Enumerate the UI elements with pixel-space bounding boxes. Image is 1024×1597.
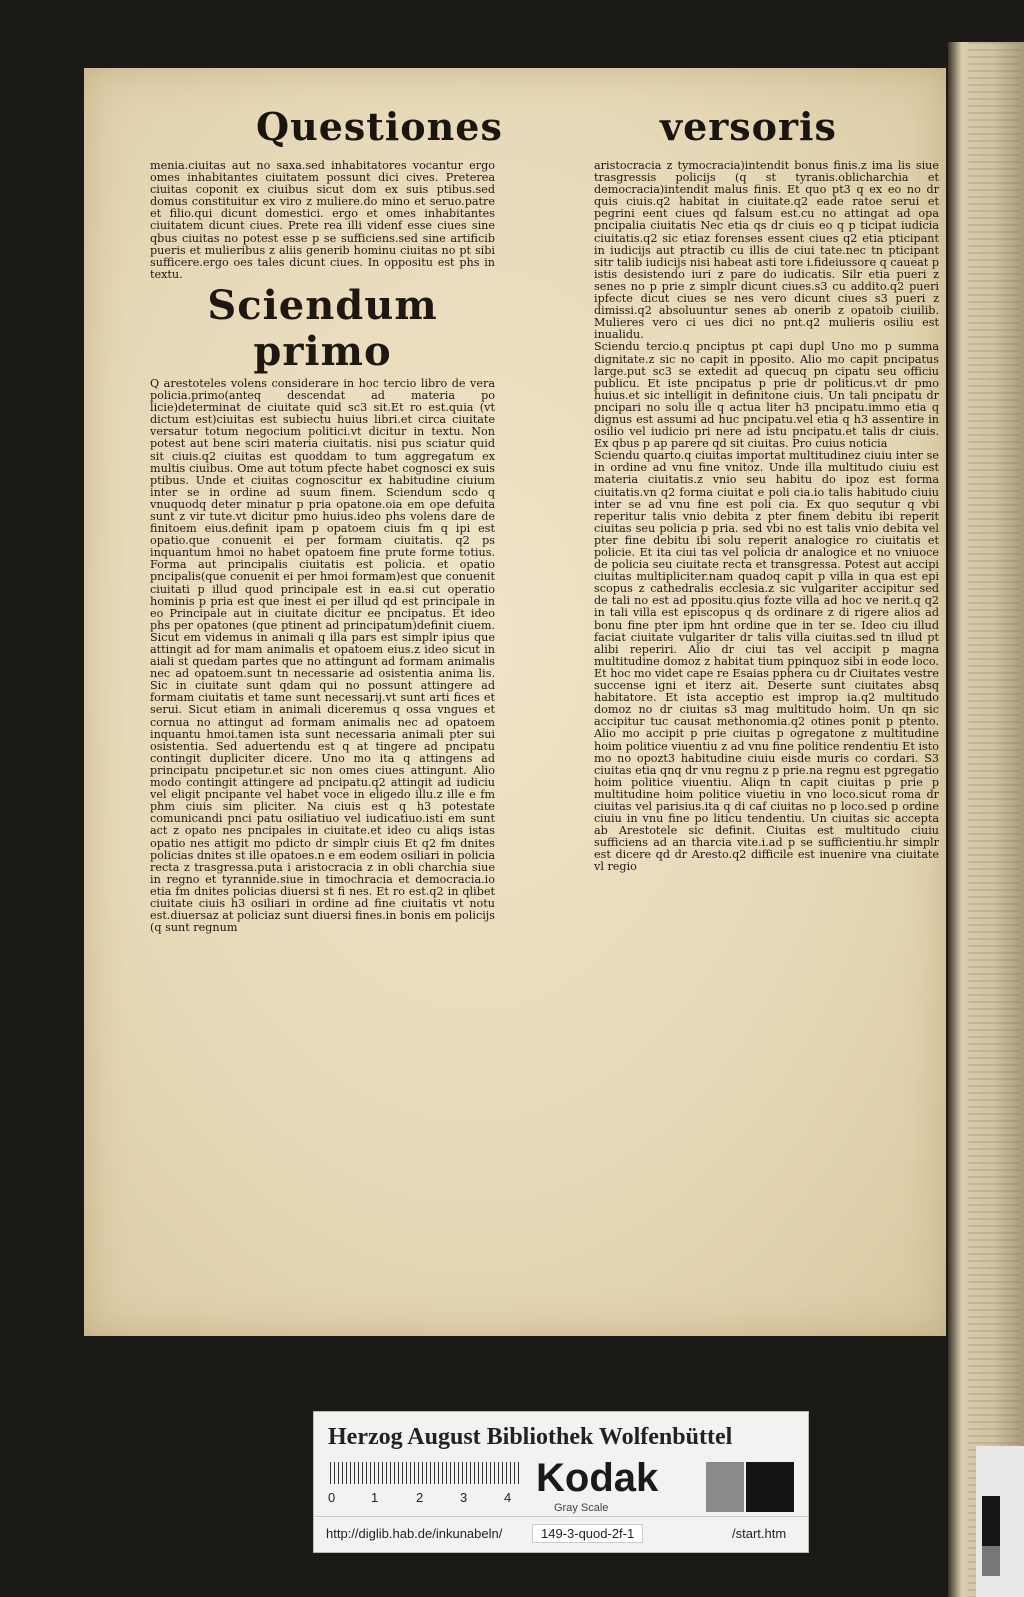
running-head-left: Questiones — [256, 104, 503, 149]
section-heading: Sciendum primo — [207, 281, 438, 375]
start-path: /start.htm — [732, 1526, 787, 1541]
url-row — [314, 1516, 808, 1547]
ruler-numbers — [328, 1490, 528, 1506]
gray-band — [982, 1546, 1000, 1576]
shelfmark-code: 149-3-quod-2f-1 — [532, 1524, 643, 1543]
edge-color-target — [976, 1446, 1024, 1597]
right-paragraph-2: Sciendu tercio.q pnciptus pt capi dupl Uno mo p summa dignitate.z sic no capit in pposito. Alio mo capit pncipatus large.put sc3 se extedit ad quecuq pn cipatu seu officiu publicu. Et iste pncipatus p prie dr politicus.vt dr pmo huius.et sic intelligit in definitone ciuis. Un tali pncipatu dr pncipari no solu ille q actua liter h3 pncipatu.immo etia q dignus est assumi ad huc pncipatu.vel etia q h3 assentire in osilio vel iudicio pri nere ad istu pncipatu.et talis dr ciuis. Ex qbus p ap parere qd sit ciuitas. Pro cuius noticia — [594, 340, 939, 451]
ruler-number: 4 — [504, 1490, 512, 1505]
right-paragraph-1: aristocracia z tymocracia)intendit bonus finis.z ima lis siue trasgressis policijs (q st tyranis.oblicharchia et democracia)intendit malus finis. Et quo pt3 q ex eo no dr quis ciuis.q2 habitat in ciuitate.q2 eade ratoe serui et pegrini eent ciues qd falsum est.cu no attingat ad opa pncipalia ciuitatis Nec etia qs dr ciuis eo q p ticipat iudicia ciuitatis.q2 sic etiaz forenses essent ciues q2 etia pticipant in iudicijs aut ptractib cu illis de ciui tate.nec tn pticipant sitr talib iudicijs nisi habeat asti tore i.fideiussore q caueat p istis desistendo iuri z pare do iudicatis. Silr etia pueri z senes no p prie z simplr dicunt ciues.s3 cu addito.q2 pueri ipfecte dicut ciues se nes vero dicunt ciues s3 pueri z dimissi.q2 absoluuntur senes ab onerib z opatoib ciuilib. Mulieres vero ci ues dici no pnt.q2 mulieris osiliu est inualidu. — [594, 160, 939, 342]
left-paragraph-2: Q arestoteles volens considerare in hoc tercio libro de vera policia.primo(anteq descendat ad materia po licie)determinat de ciuitate quid sc3 sit.Et ro est.quia (vt dictum est)ciuitas est subiectu huius libri.et circa ciuitate versatur totum negocium politici.vt dicitur in textu. Non potest aut bene sciri materia ciuitatis. nisi pus sciatur quid sit ciuis.q2 ciuitas est quoddam to tum aggregatum ex multis ciuibus. Ome aut totum pfecte habet cognosci ex suis ptibus. Unde et ciuitas cognoscitur ex habitudine ciuium inter se in ordine ad suum finem. Sciendum scdo q vnuquodq deter minatur p pria opatone.oia em ope defuita sunt z vir tute.vt dicitur pmo huius.ideo phs volens dare de finitoem eius.definit ipam p opatoem ciuis fm q ipi est opatio.que conuenit ei per formam ciuitatis. q2 ps inquantum hmoi no habet opatoem fine prute forme totius. Forma aut principalis ciuitatis est policia. et opatio pncipalis(que conuenit ei per hmoi formam)est que conuenit ciuitati p illud quod principale est in ea.si cut operatio hominis p pria est que inest ei per illud qd est principale in eo Principale aut in ciuitate dicitur ee pncipatus. Et ideo phs per opatones (que ptinent ad principatum)definit ciuem. Sicut em videmus in animali q illa pars est simplr ipius que attingit ad for mam animalis et opatoem eius.z ideo sicut in aiali st quedam partes que no attingunt ad formam animalis nec ad opatoem.sunt tn necessarie ad osistentia anima lis. Sic in ciuitate sunt qdam qui no possunt attingere ad formam ciuitatis et tame sunt necessarij.vt sunt arti fices et serui. Sicut etiam in animali diceremus q ossa vngues et cornua no attingut ad formam animalis nec ad opatoem inquantu hmoi.tamen ista sunt necessaria animali pter sui osistentia. Sed aduertendu est q at tingere ad pncipatu contingit dupliciter dicere. Uno mo ita q attingens ad principatu pncipetur.et sic non omes ciues attingunt. Alio modo contingit attingere ad pncipatu.q2 attingit ad iudiciu vel eligit pncipante vel habet voce in eligedo illu.z ille e fm phm ciuis sim pliciter. Na ciuis est q h3 potestate comunicandi pnci patu osiliatiuo vel iudicatiuo.isti em sunt act z opato nes pncipales in ciuitate.et ideo cu aliqs istas opatio nes attigit mo pdicto dr simplr ciuis Et q2 fm dnites policias dnites st ille opatoes.n e em eodem osiliari in policia recta z trasgressa.puta i aristocracia z in obli charchia siue in regno et tyrannide.siue in timochracia et democracia.io etia fm dnites policias diuersi st fi nes. Et ro est.q2 in qlibet ciuitate ciuis h3 osiliari in ordine ad fine ciuitatis vt notu est.diuersaz at policiaz sunt diuersi fines.in bonis em policijs (q sunt regnum — [150, 376, 495, 935]
ruler-number: 1 — [371, 1490, 379, 1505]
right-paragraph-3: Sciendu quarto.q ciuitas importat multitudinez ciuiu inter se in ordine ad vnu fine vnitoz. Unde illa multitudo ciuiu est materia ciuitatis.z vnio seu habitu do ipoz est forma ciuitatis.vn q2 forma ciuitat e poli cia.io talis habitudo ciuiu inter se ad vnu fine est poli cia. Ex quo sequtur q vbi reperitur talis vnio debita z pter finem debitu ibi reperit ciuitas seu policia p pria. sed vbi no est talis vnio debita vel pter fine debitu ibi solu reperit analogice ro ciuitatis et policie. Et ita ciui tas vel policia dr analogice et no vniuoce de policia seu ciuitate recta et transgressa. Potest aut accipi ciuitas multipliciter.nam quadoq capit p villa in qua est epi scopus z cathedralis ecclesia.z sic vulgariter accipitur sed de tali no est ad ppositu.qius fozte villa ad hoc ve nerit.q q2 in tali villa est episcopus q ds ordinare z di rigere alios ad bonu fine pter ipm hnt ordine que in ter se. Ideo ciu illud faciat ciuitate vulgariter dr talis villa ciuitas.sed tn illud pt alibi reperiri. Alio dr ciui tas vel accipit p magna multitudine domoz z habitat tium ppinquoz sibi in eode loco. Et hoc mo videt cape re Esaias pphera cu dr Ciuitates vestre succense igni et iterz ait. Deserte sunt ciuitates absq habitatore. Et ista acceptio est improp ia.q2 multitudo domoz no dr ciuitas s3 mag multitudo hoim. Un qn sic accipitur tuc causat methonomia.q2 otines ponit p ptento. Alio mo accipit p prie ciuitas p ogregatone z multitudine hoim politice viuentiu z ad vnu fine politice rendentiu Et isto mo no opozt3 habitudine ciuiu eisde muris co cordari. S3 ciuitas etia qnq dr vnu regnu z p prie.na regnu est pgregatio hoim politice viuentiu. Aliqn tn capit ciuitas p prie p multitudine hoim politice viuetiu in vno loco.sicut roma dr ciuitas vel parisius.ita q di caf ciuitas no p loco.sed p ordine ciuiu in vnu fine po liticu tendentiu. Un ciuitas sic accepta ab Arestotele sic definit. Ciuitas est multitudo ciuiu sufficiens ad an tharcia vite.i.ad p se sufficientiu.hr simplr est dicere qd dr Aresto.q2 difficile est inuenire vna ciuitate vl regio — [594, 449, 939, 874]
gray-scale-label: Gray Scale — [554, 1502, 609, 1514]
running-head-right: versoris — [660, 104, 837, 149]
gray-swatch — [706, 1462, 744, 1512]
ruler-number: 0 — [328, 1490, 336, 1505]
ruler-number: 2 — [416, 1490, 424, 1505]
color-target — [313, 1411, 809, 1553]
source-url: http://diglib.hab.de/inkunabeln/ — [326, 1526, 503, 1541]
adjacent-page-edge — [948, 42, 1024, 1597]
ruler-number: 3 — [460, 1490, 468, 1505]
kodak-logo: Kodak — [536, 1456, 659, 1500]
black-swatch — [746, 1462, 794, 1512]
right-text-column — [594, 160, 939, 950]
left-paragraph-1: menia.ciuitas aut no saxa.sed inhabitatores vocantur ergo omes inhabitantes ciuitatem possunt dici cives. Preterea ciuitas coponit ex ciuibus sicut dom ex suis ptibus.sed domus constituitur ex viro z muliere.do mino et seruo.patre et filio.qui dicunt domestici. ergo et omes inhabitantes ciuitatem dicunt ciues. Prete rea illi videnf esse ciues sine qbus ciuitas no potest esse p se sufficiens.sed sine artificib pueris et mulieribus z aliis generib hominu ciuitas no pt sibi sufficere.ergo oes tales dicunt ciues. In oppositu est phs in textu. — [150, 160, 495, 281]
black-band — [982, 1496, 1000, 1546]
library-name: Herzog August Bibliothek Wolfenbüttel — [328, 1424, 733, 1450]
left-text-column — [150, 160, 495, 1140]
adjacent-page-text — [968, 42, 1020, 1597]
scale-ruler — [330, 1462, 520, 1484]
